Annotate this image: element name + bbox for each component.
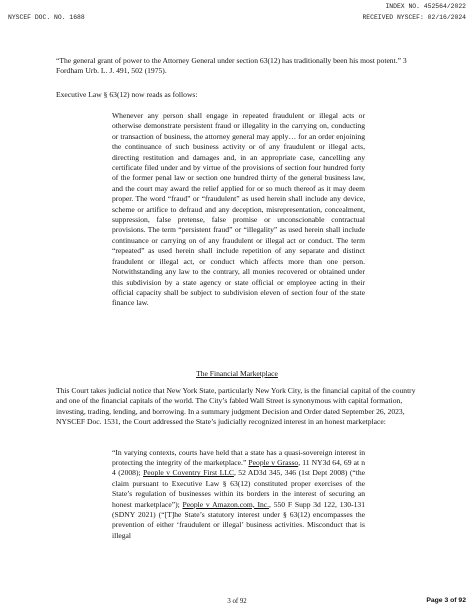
intro-quote: [56, 56, 418, 77]
citation-amazon: People v Amazon.com, Inc.: [182, 499, 270, 509]
quote-part-2: , 11 NY3d 64, 69 at n 4 (2008);: [112, 458, 365, 478]
executive-law-intro-text: Executive Law § 63(12) now reads as follows:: [56, 90, 198, 99]
nyscef-doc-number: NYSCEF DOC. NO. 1688: [8, 14, 85, 21]
received-date: RECEIVED NYSCEF: 02/16/2024: [362, 14, 466, 21]
judicial-notice-paragraph: [56, 386, 418, 428]
quote-part-1: “In varying contexts, courts have held that a state has a quasi-sovereign interest in protecting the integrity of the marketplace.”: [112, 447, 365, 467]
citation-grasso: People v Grasso: [248, 458, 299, 467]
executive-law-intro: [56, 90, 418, 100]
judicial-notice-text: This Court takes judicial notice that New York State, particularly New York City, is the financial capital of the country and one of the financial capitals of the world. The City’s fabled Wall Street is synonymous with capital formation, investing, trading, lending, and borrowing. In a summary judgment Decision and Order dated September 26, 2023, NYSCEF Doc. 1531, the Court addressed the State’s judicially recognized interest in an honest marketplace:: [56, 386, 416, 427]
blockquote-text: [112, 448, 365, 542]
blockquote: [112, 440, 365, 549]
page-counter: 3 of 92: [227, 598, 247, 605]
intro-quote-text: “The general grant of power to the Attorney General under section 63(12) has traditionally been his most potent.” 3 Fordham Urb. L. J. 491, 502 (1975).: [56, 56, 407, 76]
index-number: INDEX NO. 452564/2022: [385, 3, 466, 10]
statute-block: [112, 111, 365, 309]
statute-text: Whenever any person shall engage in repeated fraudulent or illegal acts or otherwise demonstrate persistent fraud or illegality in the carrying on, conducting or transaction of business, the attorney general may apply… for an order enjoining the continuance of such business activity or of any fraudulent or illegal acts, directing restitution and damages and, in an appropriate case, cancelling any certificate filed under and by virtue of the provisions of section four hundred forty of the former penal law or section one hundred thirty of the general business law, and the court may award the relief applied for or so much thereof as it may deem proper. The word “fraud” or “fraudulent” as used herein shall include any device, scheme or artifice to defraud and any deception, misrepresentation, concealment, suppression, false pretense, false promise or unconscionable contractual provisions. The term “persistent fraud” or “illegality” as used herein shall include continuance or carrying on of any fraudulent or illegal act or conduct. The term “repeated” as used herein shall include repetition of any separate and distinct fraudulent or illegal act, or conduct which affects more than one person. Notwithstanding any law to the contrary, all monies recovered or obtained under this subdivision by a state agency or state official or employee acting in their official capacity shall be subject to subdivision eleven of section four of the state finance law.: [112, 111, 365, 308]
quote-part-3: , 52 AD3d 345, 346 (1st Dept 2008) (“the claim pursuant to Executive Law § 63(12) constituted proper exercises of the State’s regulation of businesses within its borders in the interest of securing an honest marketplace”);: [112, 468, 366, 509]
quote-part-4: , 550 F Supp 3d 122, 130-131 (SDNY 2021) (“[T]he State’s statutory interest under § 63(12) encompasses the prevention of either ‘fraudulent or illegal’ business activities. Misconduct that is illegal: [112, 499, 365, 540]
citation-coventry: People v Coventry First LLC: [143, 468, 234, 478]
section-heading: The Financial Marketplace: [196, 369, 278, 378]
page-label: Page 3 of 92: [426, 597, 466, 604]
